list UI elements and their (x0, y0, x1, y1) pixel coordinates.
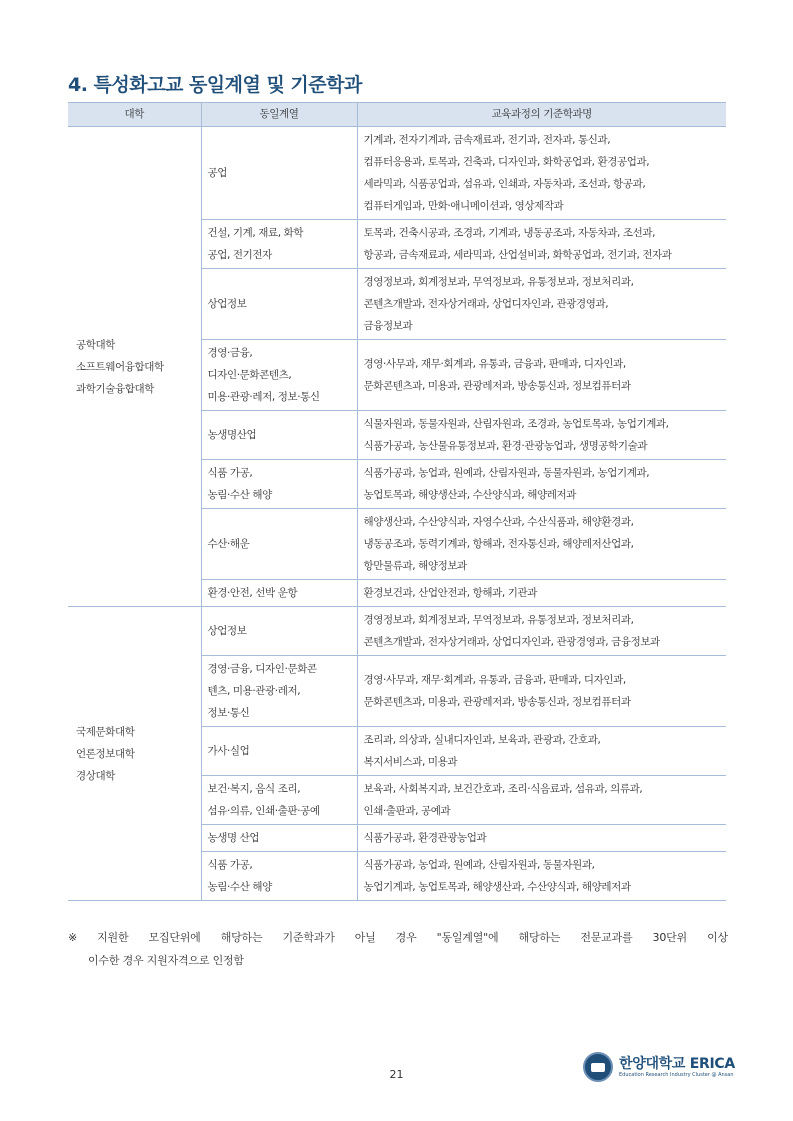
field-text: 정보·통신 (207, 707, 250, 719)
field-text: 농생명 산업 (207, 832, 260, 844)
field-cell (201, 656, 357, 727)
university-cell (68, 607, 201, 901)
university-name: 언론정보대학 (76, 747, 135, 760)
university-cell (68, 127, 201, 607)
department-text: 경영·사무과, 재무·회계과, 유통과, 금융과, 판매과, 디자인과, (363, 674, 626, 686)
department-text: 식품가공과, 농업과, 원예과, 산림자원과, 동물자원과, (363, 859, 595, 871)
departments-cell (357, 509, 726, 580)
department-text: 컴퓨터게임과, 만화·애니메이션과, 영상제작과 (363, 200, 564, 212)
field-text: 섬유·의류, 인쇄·출판·공예 (207, 805, 320, 817)
departments-cell (357, 269, 726, 340)
department-text: 금융정보과 (363, 320, 413, 332)
logo-tagline: Education Research Industry Cluster @ Ansan (619, 1071, 734, 1078)
department-text: 기계과, 전자기계과, 금속재료과, 전기과, 전자과, 통신과, (363, 134, 611, 146)
department-text: 항만물류과, 해양정보과 (363, 560, 467, 572)
field-cell (201, 127, 357, 220)
field-text: 식품 가공, (207, 467, 253, 479)
departments-cell (357, 776, 726, 825)
field-cell (201, 411, 357, 460)
field-text: 상업정보 (207, 625, 247, 637)
header-field: 동일계열 (201, 103, 357, 127)
departments-cell (357, 220, 726, 269)
field-cell (201, 580, 357, 607)
field-text: 경영·금융, (207, 347, 253, 359)
departments-cell (357, 127, 726, 220)
departments-cell (357, 825, 726, 852)
field-cell (201, 607, 357, 656)
field-text: 농림·수산 해양 (207, 881, 272, 893)
department-text: 식품가공과, 농산물유통정보과, 환경·관광농업과, 생명공학기술과 (363, 440, 648, 452)
footnote (68, 926, 728, 972)
departments-cell (357, 727, 726, 776)
department-text: 조리과, 의상과, 실내디자인과, 보육과, 관광과, 간호과, (363, 734, 601, 746)
department-text: 콘텐츠개발과, 전자상거래과, 상업디자인과, 관광경영과, 금융정보과 (363, 636, 660, 648)
section-heading: 4. 특성화고교 동일계열 및 기준학과 (68, 74, 362, 96)
footnote-line-2: 이수한 경우 지원자격으로 인정함 (88, 954, 244, 967)
department-text: 식물자원과, 동물자원과, 산림자원과, 조경과, 농업토목과, 농업기계과, (363, 418, 669, 430)
field-text: 식품 가공, (207, 859, 253, 871)
field-cell (201, 340, 357, 411)
department-text: 항공과, 금속재료과, 세라믹과, 산업설비과, 화학공업과, 전기과, 전자과 (363, 249, 672, 261)
department-text: 세라믹과, 식품공업과, 섬유과, 인쇄과, 자동차과, 조선과, 항공과, (363, 178, 646, 190)
department-text: 콘텐츠개발과, 전자상거래과, 상업디자인과, 관광경영과, (363, 298, 609, 310)
footnote-line-1: ※ 지원한 모집단위에 해당하는 기준학과가 아닐 경우 "동일계열"에 해당하는 전문교과를 30단위 이상 (68, 931, 728, 944)
table-body (68, 127, 726, 901)
field-text: 텐츠, 미용·관광·레저, (207, 685, 301, 697)
field-text: 가사·실업 (207, 745, 250, 757)
field-text: 상업정보 (207, 298, 247, 310)
field-text: 건설, 기계, 재료, 화학 (207, 227, 304, 239)
department-text: 경영·사무과, 재무·회계과, 유통과, 금융과, 판매과, 디자인과, (363, 358, 626, 370)
department-text: 농업기계과, 농업토목과, 해양생산과, 수산양식과, 해양레저과 (363, 881, 631, 893)
logo-name: 한양대학교 ERICA (619, 1055, 735, 1072)
field-text: 농생명산업 (207, 429, 257, 441)
field-text: 경영·금융, 디자인·문화콘 (207, 663, 317, 675)
field-cell (201, 825, 357, 852)
field-cell (201, 509, 357, 580)
departments-cell (357, 411, 726, 460)
department-text: 식품가공과, 환경관광농업과 (363, 832, 487, 844)
department-text: 문화콘텐츠과, 미용과, 관광레저과, 방송통신과, 정보컴퓨터과 (363, 696, 631, 708)
department-text: 인쇄·출판과, 공예과 (363, 805, 451, 817)
field-cell (201, 776, 357, 825)
field-text: 보건·복지, 음식 조리, (207, 783, 301, 795)
field-cell (201, 852, 357, 901)
department-text: 냉동공조과, 동력기계과, 항해과, 전자통신과, 해양레저산업과, (363, 538, 634, 550)
department-text: 문화콘텐츠과, 미용과, 관광레저과, 방송통신과, 정보컴퓨터과 (363, 380, 631, 392)
department-text: 식품가공과, 농업과, 원예과, 산림자원과, 동물자원과, 농업기계과, (363, 467, 650, 479)
table-header-row (68, 103, 726, 127)
department-text: 컴퓨터응용과, 토목과, 건축과, 디자인과, 화학공업과, 환경공업과, (363, 156, 650, 168)
university-logo (583, 1052, 735, 1082)
header-university: 대학 (68, 103, 201, 127)
table-row (68, 607, 726, 656)
departments-cell (357, 656, 726, 727)
field-cell (201, 269, 357, 340)
header-departments: 교육과정의 기준학과명 (357, 103, 726, 127)
department-text: 환경보건과, 산업안전과, 항해과, 기관과 (363, 587, 538, 599)
department-text: 토목과, 건축시공과, 조경과, 기계과, 냉동공조과, 자동차과, 조선과, (363, 227, 656, 239)
university-name: 공학대학 (76, 338, 115, 351)
department-text: 보육과, 사회복지과, 보건간호과, 조리·식음료과, 섬유과, 의류과, (363, 783, 643, 795)
department-text: 경영정보과, 회계정보과, 무역정보과, 유통정보과, 정보처리과, (363, 614, 634, 626)
page-number: 21 (389, 1068, 404, 1081)
departments-cell (357, 852, 726, 901)
field-text: 미용·관광·레저, 정보·통신 (207, 391, 320, 403)
departments-cell (357, 580, 726, 607)
field-text: 농림·수산 해양 (207, 489, 272, 501)
department-text: 복지서비스과, 미용과 (363, 756, 458, 768)
university-name: 과학기술융합대학 (76, 382, 154, 395)
field-text: 환경·안전, 선박 운항 (207, 587, 298, 599)
departments-cell (357, 340, 726, 411)
field-text: 디자인·문화콘텐츠, (207, 369, 292, 381)
field-cell (201, 727, 357, 776)
table-row (68, 127, 726, 220)
field-cell (201, 220, 357, 269)
field-text: 수산·해운 (207, 538, 250, 550)
departments-cell (357, 460, 726, 509)
field-text: 공업, 전기전자 (207, 249, 272, 261)
university-seal-icon (583, 1052, 613, 1082)
field-text: 공업 (207, 167, 227, 179)
department-text: 해양생산과, 수산양식과, 자영수산과, 수산식품과, 해양환경과, (363, 516, 634, 528)
university-name: 국제문화대학 (76, 725, 135, 738)
departments-cell (357, 607, 726, 656)
university-name: 소프트웨어융합대학 (76, 360, 164, 373)
department-text: 농업토목과, 해양생산과, 수산양식과, 해양레저과 (363, 489, 576, 501)
university-name: 경상대학 (76, 769, 115, 782)
department-table (68, 102, 726, 901)
department-text: 경영정보과, 회계정보과, 무역정보과, 유통정보과, 정보처리과, (363, 276, 634, 288)
field-cell (201, 460, 357, 509)
